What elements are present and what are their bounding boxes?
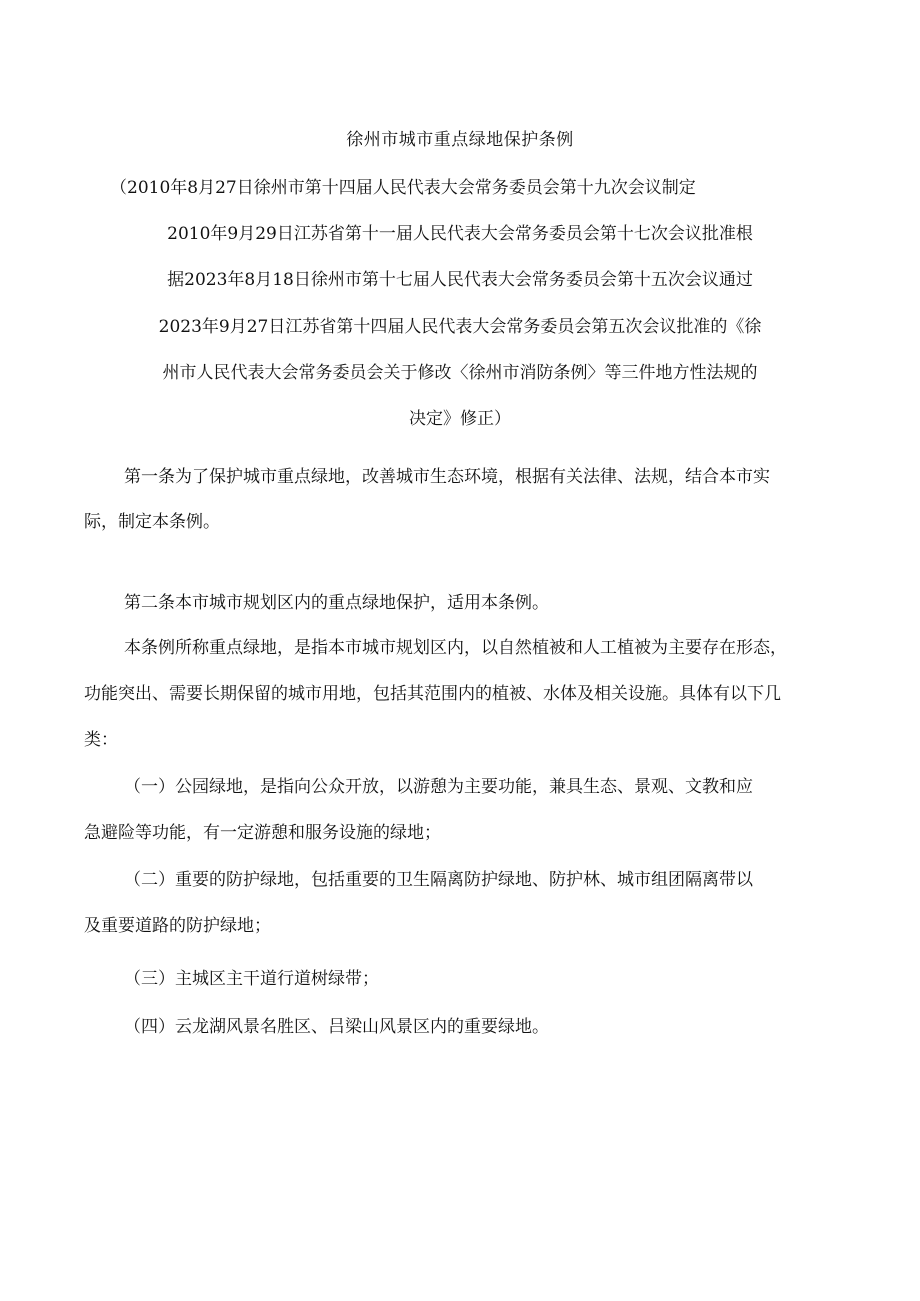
item-1-line-2: 急避险等功能，有一定游憩和服务设施的绿地； [84, 823, 441, 843]
document-title: 徐州市城市重点绿地保护条例 [346, 130, 574, 150]
preamble-line-3: 据2023年8月18日徐州市第十七届人民代表大会常务委员会第十五次会议通过 [167, 270, 753, 290]
article-1-line-1: 第一条为了保护城市重点绿地，改善城市生态环境，根据有关法律、法规，结合本市实 [124, 467, 770, 487]
item-4: （四）云龙湖风景名胜区、吕梁山风景区内的重要绿地。 [124, 1017, 549, 1037]
item-3: （三）主城区主干道行道树绿带； [124, 969, 379, 989]
item-2-line-1: （二）重要的防护绿地，包括重要的卫生隔离防护绿地、防护林、城市组团隔离带以 [124, 870, 753, 890]
definition-line-3: 类： [84, 730, 118, 750]
preamble-line-2: 2010年9月29日江苏省第十一届人民代表大会常务委员会第十七次会议批准根 [167, 224, 753, 244]
preamble-line-1: （2010年8月27日徐州市第十四届人民代表大会常务委员会第十九次会议制定 [110, 178, 696, 198]
definition-line-2: 功能突出、需要长期保留的城市用地，包括其范围内的植被、水体及相关设施。具体有以下几 [84, 684, 781, 704]
item-1-line-1: （一）公园绿地，是指向公众开放，以游憩为主要功能，兼具生态、景观、文教和应 [124, 777, 753, 797]
preamble-line-5: 州市人民代表大会常务委员会关于修改〈徐州市消防条例〉等三件地方性法规的 [162, 363, 758, 383]
article-2-line-1: 第二条本市城市规划区内的重点绿地保护，适用本条例。 [124, 593, 549, 613]
article-1-line-2: 际，制定本条例。 [84, 512, 220, 532]
preamble-line-6: 决定》修正） [409, 409, 511, 429]
definition-line-1: 本条例所称重点绿地，是指本市城市规划区内，以自然植被和人工植被为主要存在形态， [124, 638, 787, 658]
item-2-line-2: 及重要道路的防护绿地； [84, 916, 271, 936]
preamble-line-4: 2023年9月27日江苏省第十四届人民代表大会常务委员会第五次会议批准的《徐 [158, 317, 762, 337]
